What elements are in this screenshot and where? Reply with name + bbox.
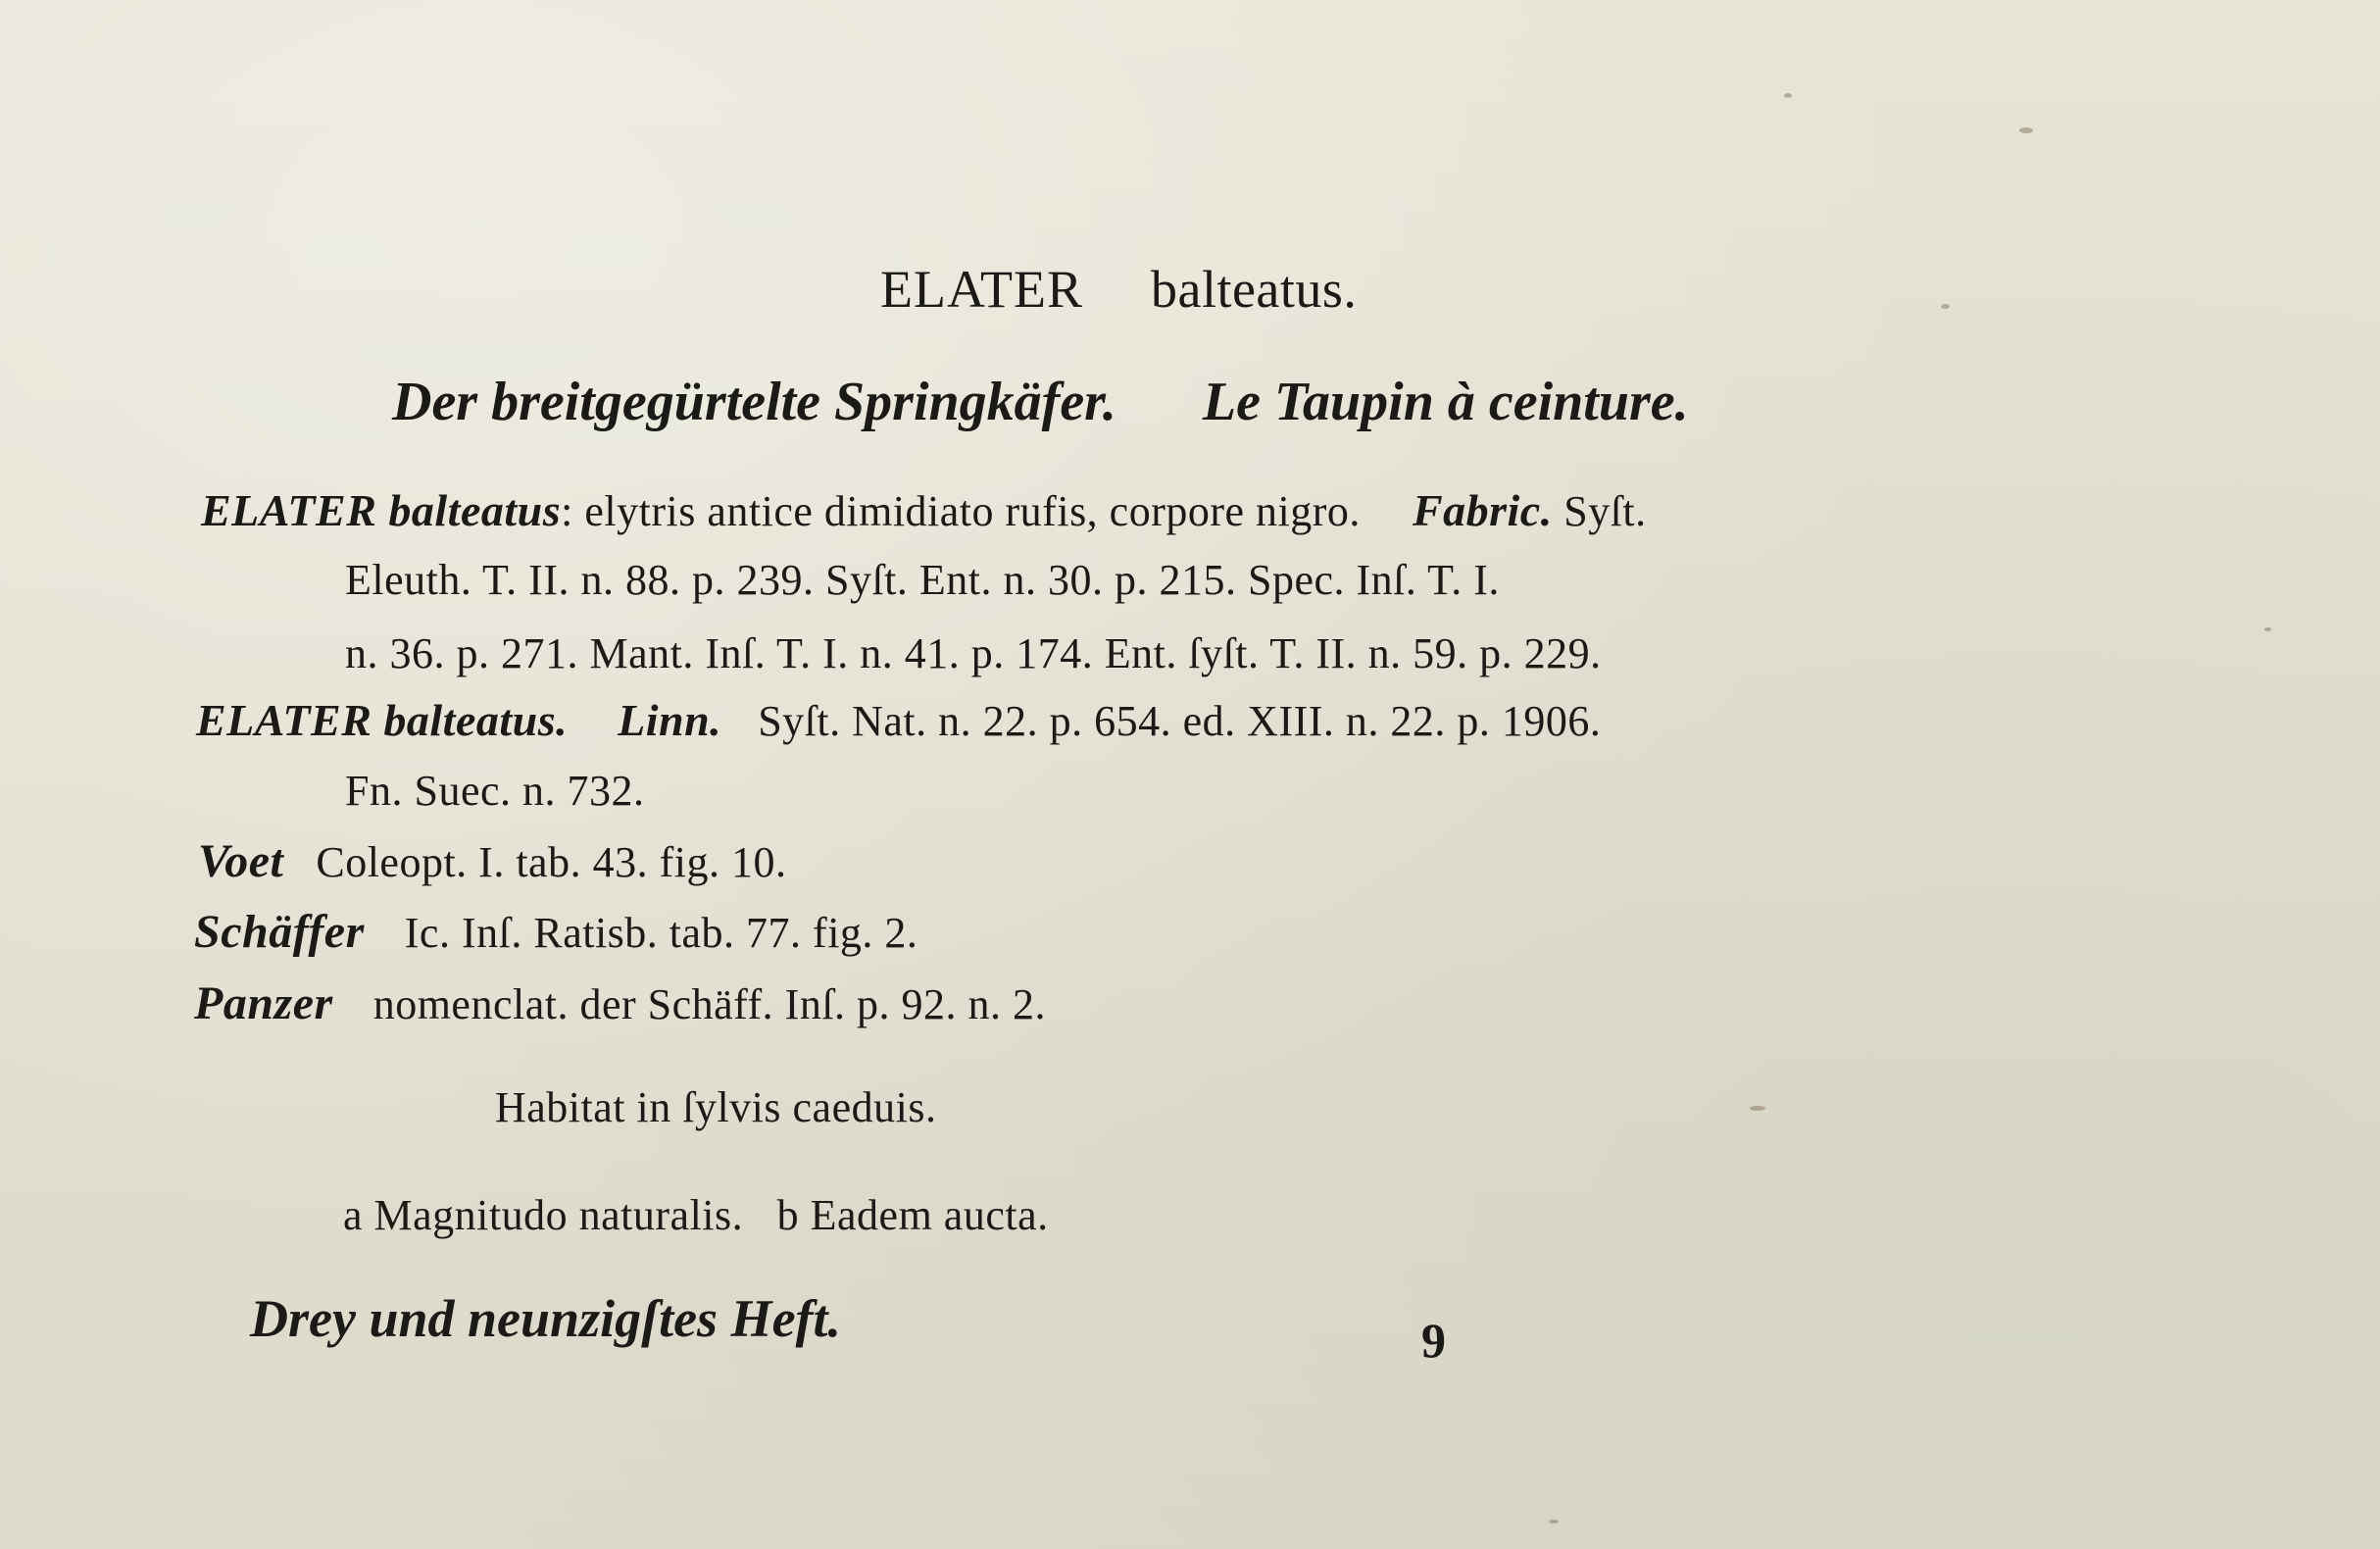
entry-continuation: Eleuth. T. II. n. 88. p. 239. Syſt. Ent. n. 30. p. 215. Spec. Inſ. T. I. [345, 556, 1500, 604]
heading-species: balteatus. [1150, 260, 1358, 319]
entry-author: Fabric. [1412, 485, 1553, 535]
entry-ref: Syſt. [1563, 487, 1647, 535]
entry-continuation: n. 36. p. 271. Mant. Inſ. T. I. n. 41. p. 174. Ent. ſyſt. T. II. n. 59. p. 229. [345, 629, 1602, 677]
reference-author: Schäffer [194, 906, 365, 958]
subtitle [392, 372, 1689, 432]
issue-footer: Drey und neunzigſtes Heft. [250, 1289, 842, 1348]
reference-text: Coleopt. I. tab. 43. fig. 10. [316, 838, 787, 886]
reference-line [194, 977, 1047, 1029]
reference-line [198, 835, 787, 887]
entry-name: ELATER balteatus. [196, 695, 569, 745]
page-heading [880, 260, 1358, 319]
reference-author: Voet [198, 835, 284, 887]
entry-continuation: Fn. Suec. n. 732. [345, 767, 645, 815]
paper-speck [1750, 1106, 1765, 1111]
synonymy-entry [201, 485, 1647, 535]
paper-speck [2264, 627, 2271, 631]
page-number: 9 [1421, 1313, 1446, 1368]
entry-author: Linn. [618, 695, 722, 745]
magnitude-line: a Magnitudo naturalis. b Eadem aucta. [343, 1191, 1049, 1239]
reference-text: Ic. Inſ. Ratisb. tab. 77. fig. 2. [404, 909, 918, 957]
subtitle-french: Le Taupin à ceinture. [1202, 372, 1689, 432]
synonymy-entry [196, 695, 1602, 745]
reference-line [194, 906, 918, 958]
habitat-line: Habitat in ſylvis caeduis. [495, 1083, 937, 1131]
entry-diagnosis: : elytris antice dimidiato rufis, corpore nigro. [561, 487, 1361, 535]
paper-speck [1549, 1520, 1559, 1524]
paper-speck [2019, 127, 2033, 133]
reference-author: Panzer [194, 977, 333, 1029]
paper-speck [1784, 93, 1792, 98]
reference-text: nomenclat. der Schäff. Inſ. p. 92. n. 2. [372, 980, 1047, 1028]
subtitle-german: Der breitgegürtelte Springkäfer. [392, 372, 1116, 432]
entry-ref: Syſt. Nat. n. 22. p. 654. ed. XIII. n. 22. p. 1906. [758, 697, 1602, 745]
heading-genus: ELATER [880, 260, 1083, 319]
paper-speck [1941, 304, 1950, 309]
entry-name: ELATER balteatus [201, 485, 562, 535]
